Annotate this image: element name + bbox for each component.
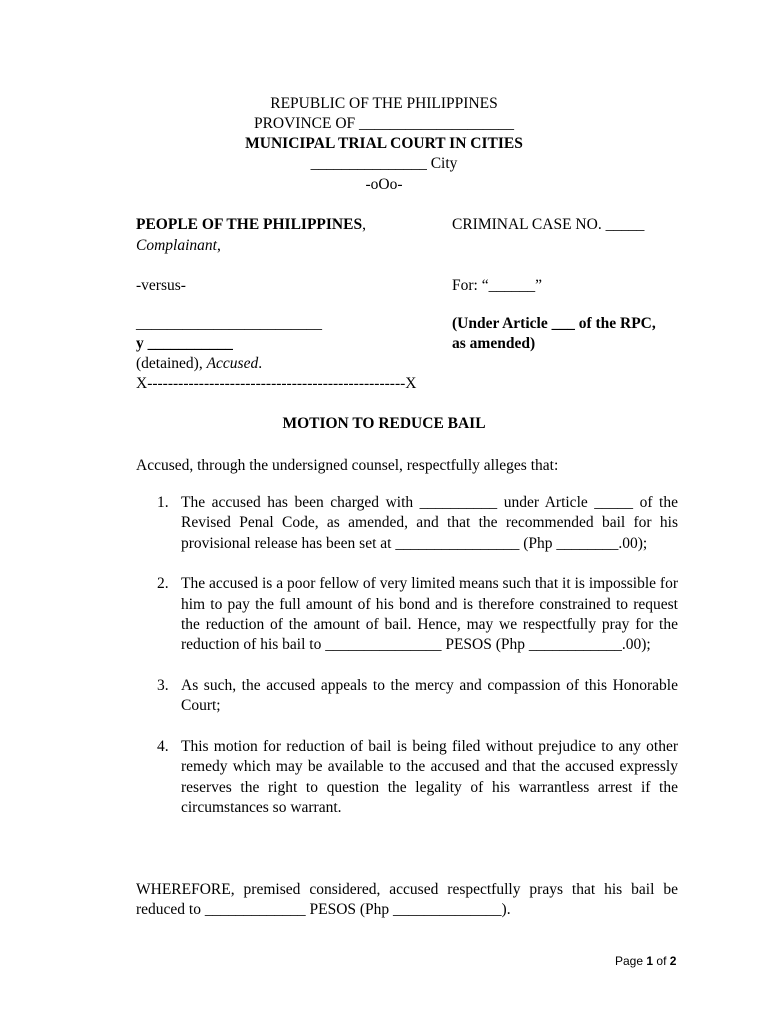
detained-label: (detained), [136, 355, 207, 372]
page-total: 2 [669, 954, 677, 968]
city-line: _______________ City [310, 155, 458, 172]
page-number [615, 954, 676, 968]
allegations-list [136, 493, 678, 839]
people-line [136, 215, 366, 235]
complainant-label: Complainant [136, 237, 217, 254]
court-heading: MUNICIPAL TRIAL COURT IN CITIES [245, 135, 523, 152]
accused-name-line2: y ___________ [136, 335, 233, 352]
list-item [136, 493, 678, 554]
page-current: 1 [646, 954, 654, 968]
item-number: 1. [157, 494, 169, 511]
article-line2: as amended) [452, 335, 536, 352]
item-number: 3. [157, 677, 169, 695]
people-party: PEOPLE OF THE PHILIPPINES [136, 216, 363, 233]
page-label: Page [615, 954, 644, 968]
complainant-line [136, 236, 221, 256]
accused-name-line1: ________________________ [136, 315, 322, 332]
accused-period: . [258, 355, 263, 372]
page-of: of [656, 954, 667, 968]
list-item [136, 574, 678, 655]
caption-separator: X--------------------------------------------------X [136, 375, 417, 392]
item-text: The accused has been charged with __________ under Article _____ of the Revised Penal Code, as amended, and that the recommended bail for his provisional release has been set at ________________ (Php ________.00); [181, 494, 678, 552]
item-text: As such, the accused appeals to the mercy and compassion of this Honorable Court; [181, 677, 678, 715]
item-text: The accused is a poor fellow of very limited means such that it is impossible for him to pay the full amount of his bond and is therefore constrained to request the reduction of the amount of bail. Hence, may we respectfully pray for the reduction of his bail to _______________ PESOS (Php ____________.00); [181, 575, 678, 654]
list-item [136, 737, 678, 818]
complainant-comma: , [216, 237, 221, 254]
ornament: -oOo- [365, 176, 403, 193]
offense-line: For: “______” [452, 277, 542, 294]
motion-title: MOTION TO REDUCE BAIL [282, 415, 486, 432]
versus-label: -versus- [136, 277, 186, 294]
accused-label: Accused [206, 355, 259, 372]
list-item [136, 676, 678, 717]
item-text: This motion for reduction of bail is being filed without prejudice to any other remedy which may be available to the accused and that the accused expressly reserves the right to question the legality of his warrantless arrest if the circumstances so warrant. [181, 738, 678, 817]
intro-paragraph: Accused, through the undersigned counsel, respectfully alleges that: [136, 457, 559, 474]
wherefore-paragraph: WHEREFORE, premised considered, accused respectfully prays that his bail be reduced to _____________ PESOS (Php ______________). [136, 881, 678, 919]
province-line: PROVINCE OF ____________________ [253, 115, 515, 132]
case-number: CRIMINAL CASE NO. _____ [452, 216, 645, 233]
item-number: 2. [157, 575, 169, 593]
accused-line [136, 354, 262, 374]
item-number: 4. [157, 738, 169, 756]
republic-heading: REPUBLIC OF THE PHILIPPINES [270, 95, 498, 112]
article-line1: (Under Article ___ of the RPC, [452, 315, 656, 332]
people-comma: , [362, 216, 366, 233]
